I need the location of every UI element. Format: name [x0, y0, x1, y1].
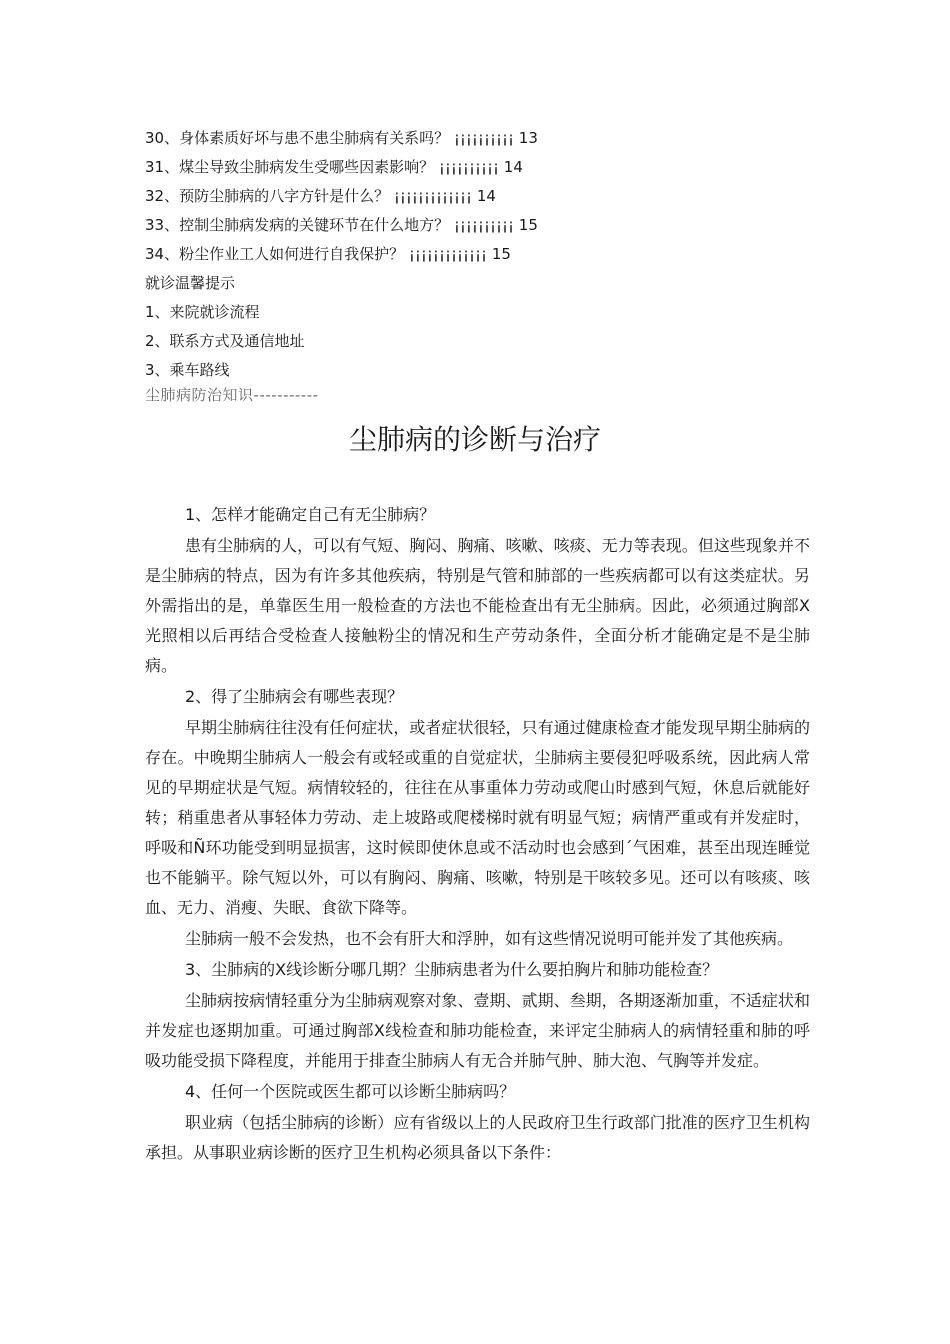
question-heading: 4、任何一个医院或医生都可以诊断尘肺病吗？: [185, 1082, 516, 1101]
table-of-contents: [145, 124, 825, 385]
toc-entry[interactable]: [145, 240, 825, 269]
question-heading: 3、尘肺病的X线诊断分哪几期？尘肺病患者为什么要拍胸片和肺功能检查？: [185, 960, 719, 979]
toc-entry[interactable]: [145, 124, 825, 153]
paragraph: 尘肺病按病情轻重分为尘肺病观察对象、壹期、贰期、叁期，各期逐渐加重，不适症状和并发症也逐期加重。可通过胸部X线检查和肺功能检查，来评定尘肺病人的病情轻重和肺的呼吸功能受损下降程度，并能用于排查尘肺病人有无合并肺气肿、肺大泡、气胸等并发症。: [145, 991, 810, 1070]
toc-entry-text: 33、控制尘肺病发病的关键环节在什么地方？: [145, 216, 450, 234]
toc-entry[interactable]: 3、乘车路线: [145, 361, 230, 379]
paragraph: 早期尘肺病往往没有任何症状，或者症状很轻，只有通过健康检查才能发现早期尘肺病的存在。中晚期尘肺病人一般会有或轻或重的自觉症状，尘肺病主要侵犯呼吸系统，因此病人常见的早期症状是气短。病情较轻的，往往在从事重体力劳动或爬山时感到气短，休息后就能好转；稍重患者从事轻体力劳动、走上坡路或爬楼梯时就有明显气短；病情严重或有并发症时，呼吸和Ñ环功能受到明显损害，这时候即使休息或不活动时也会感到´气困难，甚至出现连睡觉也不能躺平。除气短以外，可以有胸闷、胸痛、咳嗽，特别是干咳较多见。还可以有咳痰、咳血、无力、消瘦、失眠、食欲下降等。: [145, 718, 810, 917]
toc-entry[interactable]: 2、联系方式及通信地址: [145, 332, 305, 350]
toc-page-number: 14: [503, 158, 523, 176]
toc-leader-dots: ¡¡¡¡¡¡¡¡¡¡: [438, 158, 500, 176]
toc-entry[interactable]: 1、来院就诊流程: [145, 303, 260, 321]
question-heading: 1、怎样才能确定自己有无尘肺病？: [185, 505, 436, 524]
toc-entry[interactable]: [145, 182, 825, 211]
toc-leader-dots: ¡¡¡¡¡¡¡¡¡¡: [453, 216, 515, 234]
article-body: [145, 500, 810, 1169]
toc-page-number: 15: [491, 245, 511, 263]
toc-page-number: 15: [518, 216, 538, 234]
paragraph: 患有尘肺病的人，可以有气短、胸闷、胸痛、咳嗽、咳痰、无力等表现。但这些现象并不是尘肺病的特点，因为有许多其他疾病，特别是气管和肺部的一些疾病都可以有这类症状。另外需指出的是，单靠医生用一般检查的方法也不能检查出有无尘肺病。因此，必须通过胸部X光照相以后再结合受检查人接触粉尘的情况和生产劳动条件，全面分析才能确定是不是尘肺病。: [145, 536, 810, 675]
toc-page-number: 14: [476, 187, 496, 205]
paragraph: 职业病（包括尘肺病的诊断）应有省级以上的人民政府卫生行政部门批准的医疗卫生机构承担。从事职业病诊断的医疗卫生机构必须具备以下条件：: [145, 1113, 810, 1162]
toc-entry-text: 30、身体素质好坏与患不患尘肺病有关系吗？: [145, 129, 450, 147]
toc-entry-text: 32、预防尘肺病的八字方针是什么？: [145, 187, 390, 205]
toc-page-number: 13: [518, 129, 538, 147]
toc-entry-text: 31、煤尘导致尘肺病发生受哪些因素影响？: [145, 158, 435, 176]
toc-entry[interactable]: [145, 211, 825, 240]
running-header: 尘肺病防治知识-----------: [145, 386, 319, 404]
toc-leader-dots: ¡¡¡¡¡¡¡¡¡¡¡¡¡: [393, 187, 473, 205]
toc-section-heading: 就诊温馨提示: [145, 274, 236, 292]
paragraph: 尘肺病一般不会发热，也不会有肝大和浮肿，如有这些情况说明可能并发了其他疾病。: [185, 929, 794, 948]
toc-entry-text: 34、粉尘作业工人如何进行自我保护？: [145, 245, 405, 263]
toc-entry[interactable]: [145, 153, 825, 182]
page-title: 尘肺病的诊断与治疗: [348, 423, 601, 456]
question-heading: 2、得了尘肺病会有哪些表现？: [185, 687, 404, 706]
toc-leader-dots: ¡¡¡¡¡¡¡¡¡¡¡¡¡: [408, 245, 488, 263]
toc-leader-dots: ¡¡¡¡¡¡¡¡¡¡: [453, 129, 515, 147]
